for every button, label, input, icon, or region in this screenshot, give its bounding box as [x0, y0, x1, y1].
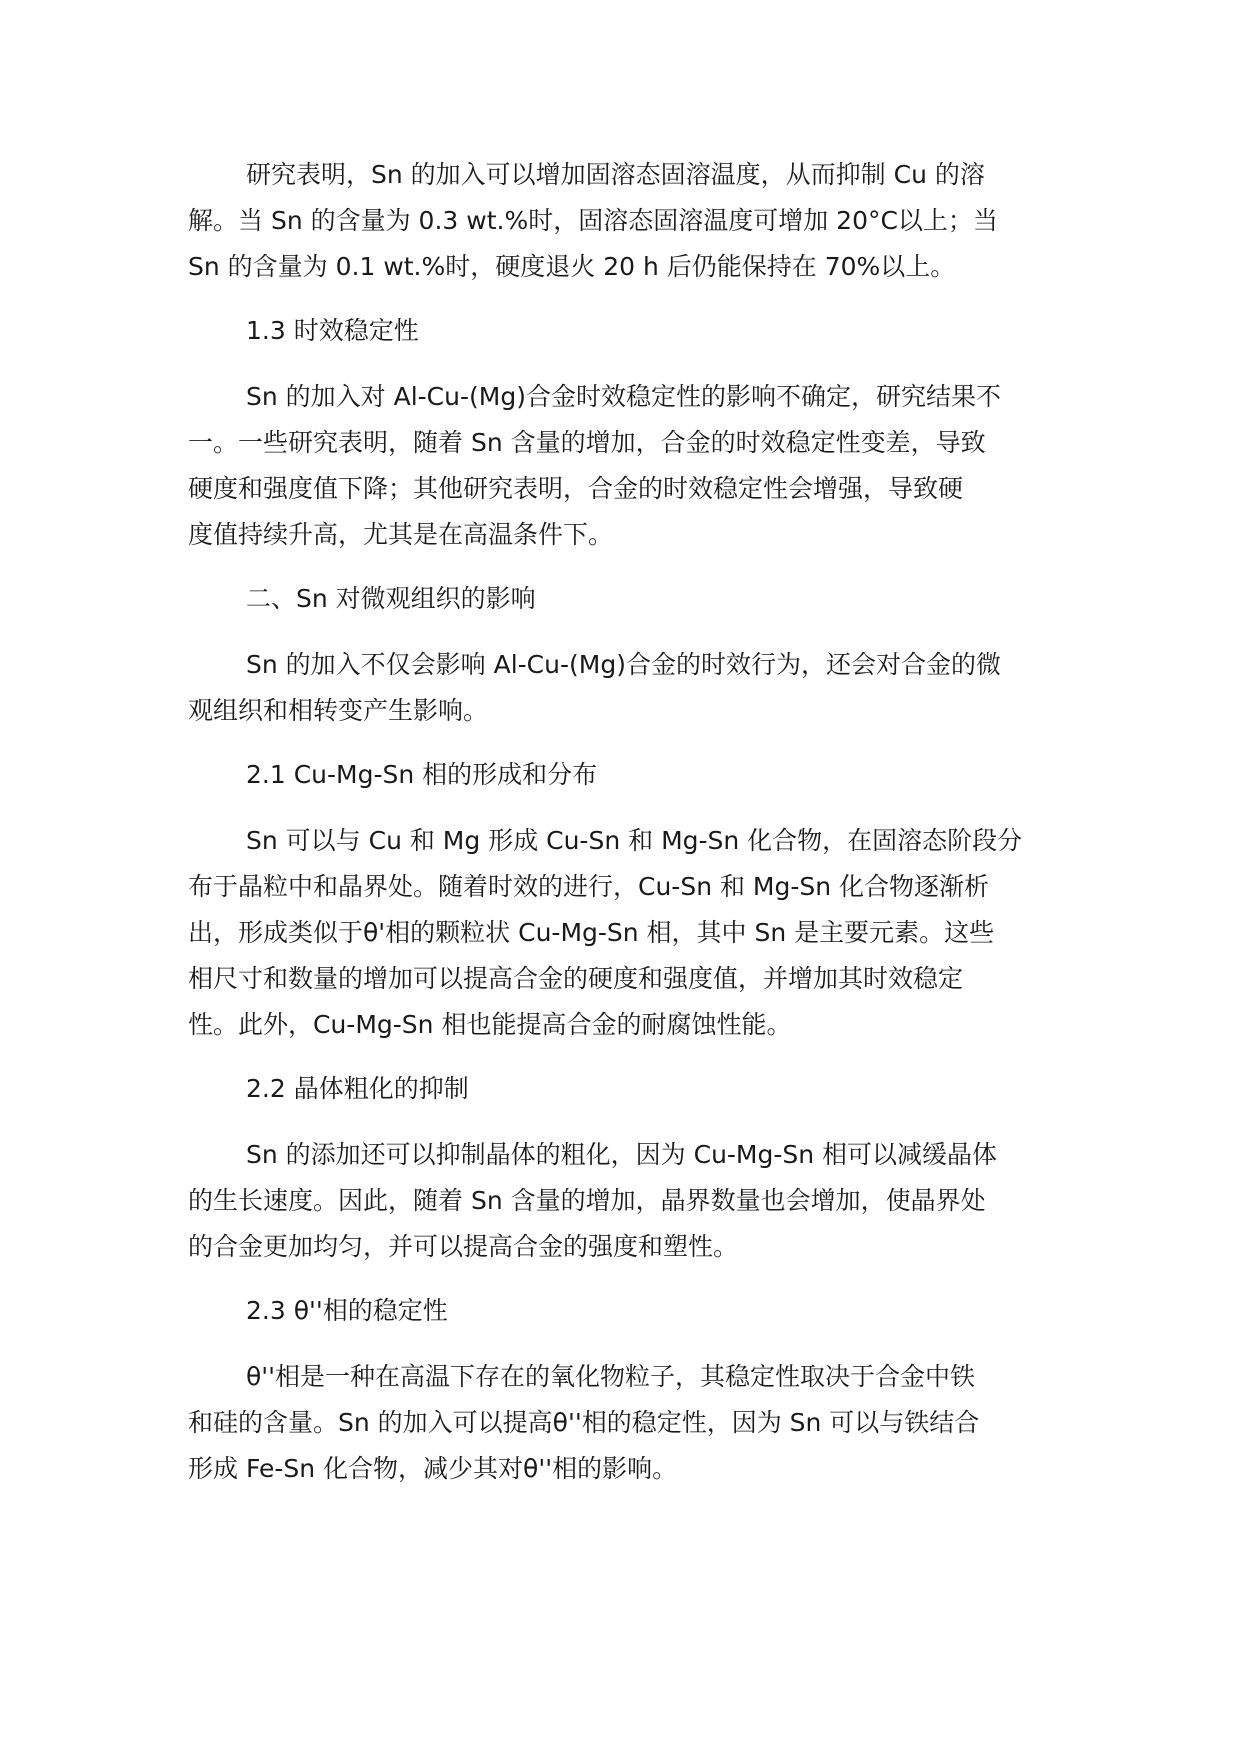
text-line: 的合金更加均匀，并可以提高合金的强度和塑性。	[188, 1232, 739, 1261]
section-heading-2	[188, 576, 1058, 622]
text-line: 观组织和相转变产生影响。	[188, 696, 489, 725]
section-heading-2-3	[188, 1288, 1058, 1334]
section-heading-2-2	[188, 1066, 1058, 1112]
paragraph-microstructure-intro	[188, 642, 1058, 734]
heading-text: 2.3 θ''相的稳定性	[246, 1296, 448, 1325]
paragraph-sn-solution-temperature	[188, 152, 1058, 290]
text-line: Sn 的加入不仅会影响 Al-Cu-(Mg)合金的时效行为，还会对合金的微	[246, 650, 1001, 679]
document-page	[188, 152, 1058, 1510]
heading-text: 二、Sn 对微观组织的影响	[246, 584, 536, 613]
heading-text: 2.2 晶体粗化的抑制	[246, 1074, 469, 1103]
text-line: Sn 的加入对 Al-Cu-(Mg)合金时效稳定性的影响不确定，研究结果不	[246, 382, 1001, 411]
text-line: Sn 的添加还可以抑制晶体的粗化，因为 Cu-Mg-Sn 相可以减缓晶体	[246, 1140, 998, 1169]
text-line: 解。当 Sn 的含量为 0.3 wt.%时，固溶态固溶温度可增加 20°C以上；当	[188, 206, 998, 235]
paragraph-grain-coarsening	[188, 1132, 1058, 1270]
text-line: 的生长速度。因此，随着 Sn 含量的增加，晶界数量也会增加，使晶界处	[188, 1186, 986, 1215]
text-line: 研究表明，Sn 的加入可以增加固溶态固溶温度，从而抑制 Cu 的溶	[246, 160, 985, 189]
text-line: 度值持续升高，尤其是在高温条件下。	[188, 520, 614, 549]
section-heading-1-3	[188, 308, 1058, 354]
text-line: 和硅的含量。Sn 的加入可以提高θ''相的稳定性，因为 Sn 可以与铁结合	[188, 1408, 980, 1437]
text-line: 相尺寸和数量的增加可以提高合金的硬度和强度值，并增加其时效稳定	[188, 964, 964, 993]
text-line: 一。一些研究表明，随着 Sn 含量的增加，合金的时效稳定性变差，导致	[188, 428, 986, 457]
heading-text: 1.3 时效稳定性	[246, 316, 419, 345]
text-line: 出，形成类似于θ'相的颗粒状 Cu-Mg-Sn 相，其中 Sn 是主要元素。这些	[188, 918, 995, 947]
section-heading-2-1	[188, 752, 1058, 798]
text-line: 形成 Fe-Sn 化合物，减少其对θ''相的影响。	[188, 1454, 678, 1483]
text-line: Sn 可以与 Cu 和 Mg 形成 Cu-Sn 和 Mg-Sn 化合物，在固溶态阶段分	[246, 826, 1023, 855]
text-line: 布于晶粒中和晶界处。随着时效的进行，Cu-Sn 和 Mg-Sn 化合物逐渐析	[188, 872, 990, 901]
paragraph-cu-mg-sn-phase	[188, 818, 1058, 1048]
text-line: 硬度和强度值下降；其他研究表明，合金的时效稳定性会增强，导致硬	[188, 474, 964, 503]
text-line: 性。此外，Cu-Mg-Sn 相也能提高合金的耐腐蚀性能。	[188, 1010, 792, 1039]
heading-text: 2.1 Cu-Mg-Sn 相的形成和分布	[246, 760, 598, 789]
text-line: Sn 的含量为 0.1 wt.%时，硬度退火 20 h 后仍能保持在 70%以上。	[188, 252, 956, 281]
paragraph-theta-phase-stability	[188, 1354, 1058, 1492]
paragraph-aging-stability	[188, 374, 1058, 558]
text-line: θ''相是一种在高温下存在的氧化物粒子，其稳定性取决于合金中铁	[246, 1362, 976, 1391]
